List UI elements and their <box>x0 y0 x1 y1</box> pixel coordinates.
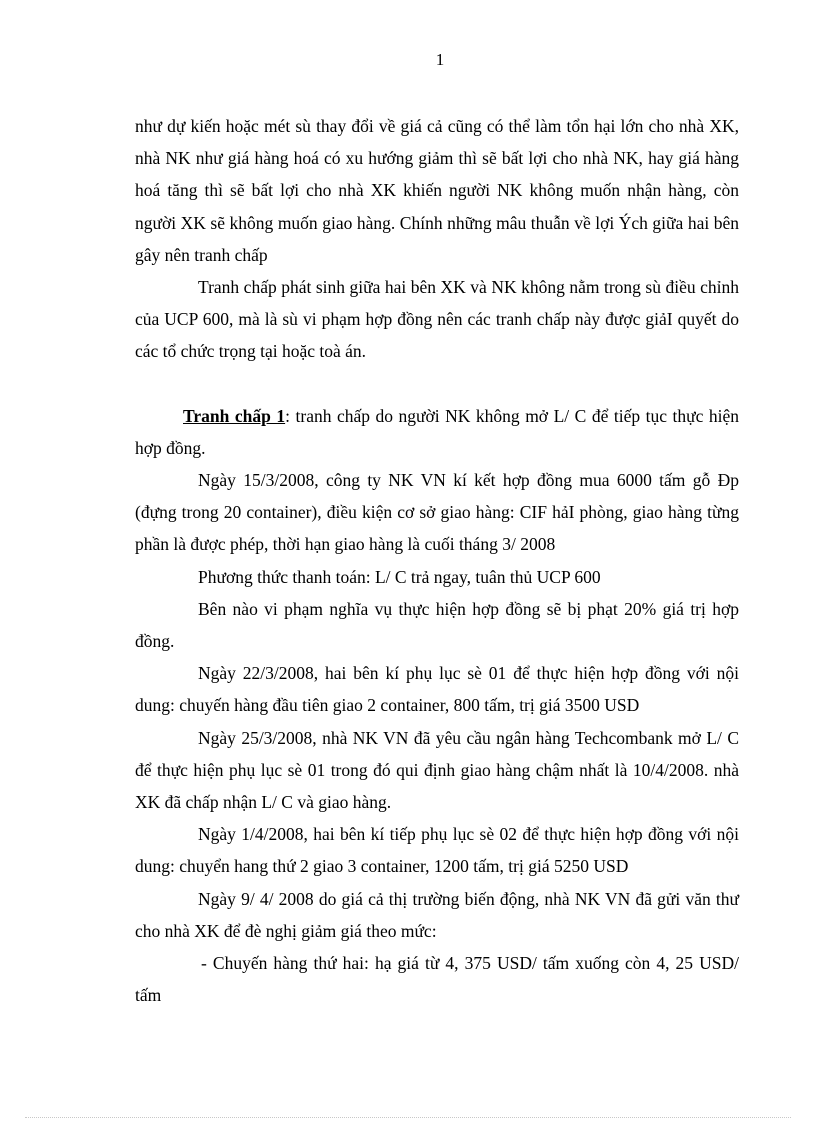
paragraph-dispute-scope: Tranh chấp phát sinh giữa hai bên XK và NK không nằm trong sù điều chỉnh của UCP 600, mà là sù vi phạm hợp đồng nên các tranh chấp này được giảI quyết do các tổ chức trọng tại hoặc toà án. <box>135 277 739 362</box>
dispute-1-label: Tranh chấp 1 <box>183 405 286 426</box>
paragraph-penalty: Bên nào vi phạm nghĩa vụ thực hiện hợp đồng sẽ bị phạt 20% giá trị hợp đồng. <box>135 598 739 652</box>
dispute-1-heading <box>135 400 739 464</box>
document-body <box>135 110 739 1011</box>
paragraph-price-risk: như dự kiến hoặc mét sù thay đổi về giá cả cũng có thể làm tổn hại lớn cho nhà XK, nhà NK như giá hàng hoá có xu hướng giảm thì sẽ bất lợi cho nhà NK, hay giá hàng hoá tăng thì sẽ bất lợi cho nhà XK khiến người NK không muốn nhận hàng, còn người XK sẽ không muốn giao hàng. Chính những mâu thuẫn về lợi Ých giữa hai bên gây nên tranh chấp <box>135 116 739 265</box>
page-bottom-divider <box>25 1117 791 1118</box>
paragraph-price-reduction-request: Ngày 9/ 4/ 2008 do giá cả thị trường biến động, nhà NK VN đã gửi văn thư cho nhà XK để đè nghị giảm giá theo mức: <box>135 888 739 941</box>
page-number: 1 <box>435 50 445 69</box>
paragraph-lc-opening: Ngày 25/3/2008, nhà NK VN đã yêu cầu ngân hàng Techcombank mở L/ C để thực hiện phụ lục sè 01 trong đó qui định giao hàng chậm nhất là 10/4/2008. nhà XK đã chấp nhận L/ C và giao hàng. <box>135 727 739 813</box>
paragraph-contract-signing: Ngày 15/3/2008, công ty NK VN kí kết hợp đồng mua 6000 tấm gỗ Đp (đựng trong 20 container), điều kiện cơ sở giao hàng: CIF hảI phòng, giao hàng từng phần là được phép, thời hạn giao hàng là cuối tháng 3/ 2008 <box>135 470 739 555</box>
paragraph-payment-method: Phương thức thanh toán: L/ C trả ngay, tuân thủ UCP 600 <box>198 566 601 587</box>
paragraph-spacer <box>135 368 739 400</box>
paragraph-appendix-02: Ngày 1/4/2008, hai bên kí tiếp phụ lục sè 02 để thực hiện hợp đồng với nội dung: chuyển hang thứ 2 giao 3 container, 1200 tấm, trị giá 5250 USD <box>135 824 739 877</box>
paragraph-appendix-01: Ngày 22/3/2008, hai bên kí phụ lục sè 01 để thực hiện hợp đồng với nội dung: chuyến hàng đầu tiên giao 2 container, 800 tấm, trị giá 3500 USD <box>135 663 739 716</box>
list-item-second-shipment: - Chuyến hàng thứ hai: hạ giá từ 4, 375 USD/ tấm xuống còn 4, 25 USD/ tấm <box>135 953 739 1006</box>
dispute-1-description: : tranh chấp do người NK không mở L/ C để tiếp tục thực hiện hợp đồng. <box>135 405 740 458</box>
